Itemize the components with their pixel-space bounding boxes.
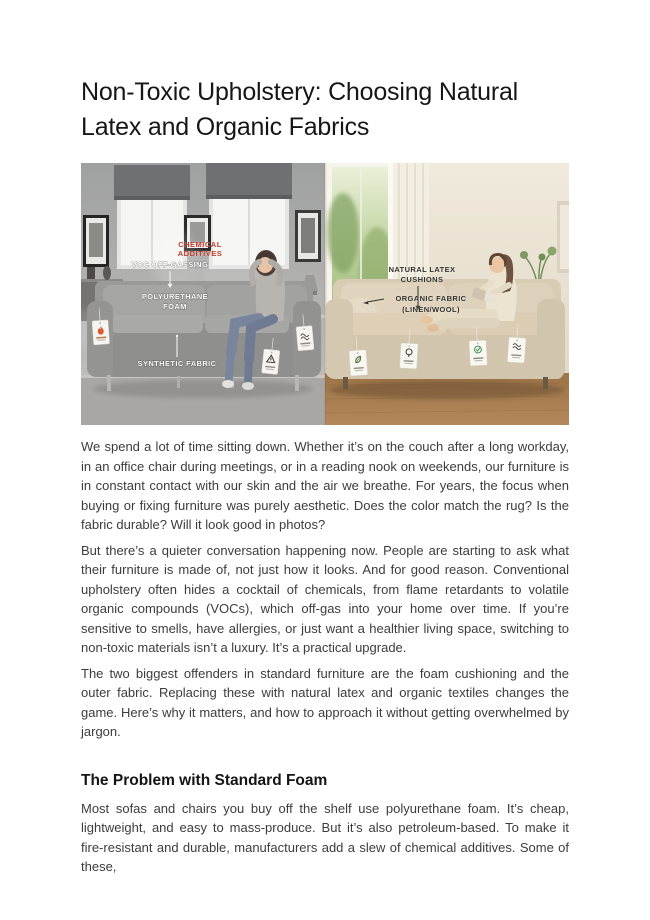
svg-text:VOC OFF-GASSING: VOC OFF-GASSING	[131, 260, 209, 269]
hero-illustration	[81, 163, 569, 425]
image-split-line	[325, 163, 326, 425]
label-chemical-additives	[178, 240, 223, 258]
label-chemical-line1: CHEMICAL	[178, 240, 222, 249]
label-chemical-line2: ADDITIVES	[177, 249, 223, 258]
body-paragraph-1: We spend a lot of time sitting down. Whether it’s on the couch after a long workday, in an office chair during meetings, or in a reading nook on weekends, our furniture is in constant contact with our skin and the air we breathe. For years, the focus when buying or fixing furniture was purely aesthetic. Does the color match the rug? Is the fabric durable? Will it look good in photos?	[81, 439, 569, 532]
body-paragraph-3: The two biggest offenders in standard furniture are the foam cushioning and the outer fabric. Replacing these with natural latex and organic textiles changes the game. Here’s why it matters, and how to approach it without getting overwhelmed by jargon.	[81, 665, 569, 739]
framed-art-right	[557, 201, 569, 273]
body-paragraph-2: But there’s a quieter conversation happening now. People are starting to ask what their furniture is made of, not just how it looks. And for good reason. Conventional upholstery often hides a cocktail of chemicals, from flame retardants to volatile organic compounds (VOCs), which off-gas into your home over time. If you’re sensitive to smells, have allergies, or just want a healthier living space, switching to non-toxic materials isn’t a luxury. It’s a practical upgrade.	[81, 542, 569, 655]
body-paragraph-4: Most sofas and chairs you buy off the shelf use polyurethane foam. It’s cheap, lightweight, and easy to mass-produce. But it’s also petroleum-based. To make it fire-resistant and durable, manufacturers add a slew of chemical additives. Some of these,	[81, 800, 569, 874]
page-title: Non-Toxic Upholstery: Choosing Natural Latex and Organic Fabrics	[81, 78, 519, 141]
svg-text:(LINEN/WOOL): (LINEN/WOOL)	[402, 305, 460, 314]
svg-text:NATURAL LATEX: NATURAL LATEX	[388, 265, 456, 274]
svg-text:CUSHIONS: CUSHIONS	[400, 275, 444, 284]
svg-text:SYNTHETIC FABRIC: SYNTHETIC FABRIC	[137, 359, 217, 368]
svg-text:FOAM: FOAM	[163, 302, 187, 311]
section-heading: The Problem with Standard Foam	[81, 771, 328, 789]
hero-left-scene	[81, 163, 325, 425]
svg-text:ORGANIC FABRIC: ORGANIC FABRIC	[395, 294, 467, 303]
hero-image	[81, 163, 569, 425]
hero-right-scene	[325, 163, 569, 425]
svg-text:POLYURETHANE: POLYURETHANE	[141, 292, 209, 301]
